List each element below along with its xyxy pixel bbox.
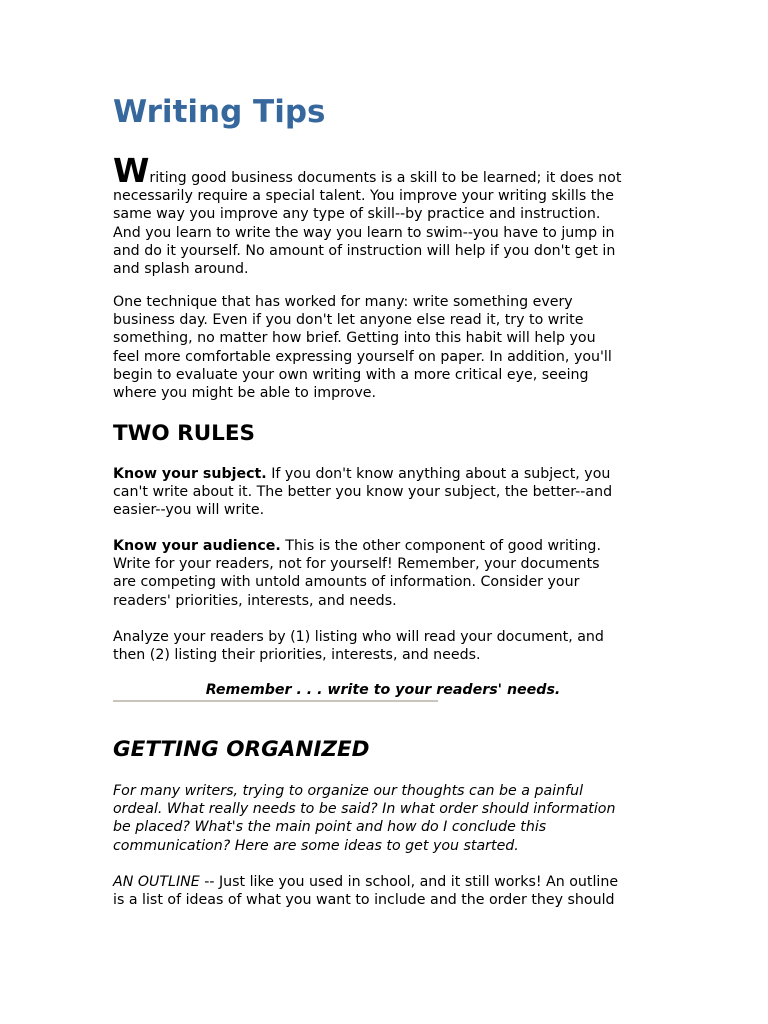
audience-line: are competing with untold amounts of information. Consider your [113, 574, 580, 591]
technique-line: business day. Even if you don't let anyone else read it, try to write [113, 312, 584, 329]
organized-intro-line: ordeal. What really needs to be said? In what order should information [113, 801, 616, 818]
subject-first-line-text: If you don't know anything about a subject, you [266, 466, 611, 482]
audience-line: Write for your readers, not for yourself! Remember, your documents [113, 556, 600, 573]
intro-line: same way you improve any type of skill--by practice and instruction. [113, 206, 601, 223]
subject-line: easier--you will write. [113, 502, 265, 519]
audience-line: readers' priorities, interests, and needs. [113, 592, 397, 609]
subject-lead: Know your subject. [113, 466, 267, 482]
organized-intro-line: For many writers, trying to organize our thoughts can be a painful [113, 783, 584, 799]
outline-lead: AN OUTLINE [113, 874, 200, 890]
technique-line: One technique that has worked for many: write something every [113, 294, 573, 310]
subject-line: can't write about it. The better you know your subject, the better--and [113, 484, 613, 501]
audience-first-line-text: This is the other component of good writing. [280, 538, 601, 554]
callout-text: Remember . . . write to your readers' needs. [205, 682, 561, 698]
intro-line: and splash around. [113, 261, 249, 278]
drop-cap: W [113, 151, 150, 190]
divider-rule [113, 700, 438, 702]
two-rules-heading: TWO RULES [113, 421, 256, 446]
intro-line: and do it yourself. No amount of instruction will help if you don't get in [113, 242, 616, 259]
analyze-line: then (2) listing their priorities, interests, and needs. [113, 647, 481, 664]
technique-line: where you might be able to improve. [113, 385, 376, 402]
analyze-line: Analyze your readers by (1) listing who will read your document, and [113, 629, 604, 645]
organized-intro-paragraph [113, 782, 653, 855]
technique-line: feel more comfortable expressing yourself on paper. In addition, you'll [113, 348, 612, 365]
intro-first-line-text: riting good business documents is a skill to be learned; it does not [149, 170, 622, 186]
document-title: Writing Tips [113, 94, 326, 130]
outline-first-line-text: -- Just like you used in school, and it still works! An outline [199, 874, 619, 890]
audience-first-line [113, 537, 653, 555]
subject-first-line [113, 465, 653, 483]
intro-line: necessarily require a special talent. You improve your writing skills the [113, 188, 615, 205]
organized-intro-line: be placed? What's the main point and how do I conclude this [113, 819, 547, 836]
intro-paragraph [113, 151, 653, 278]
outline-paragraph [113, 873, 653, 909]
getting-organized-heading: GETTING ORGANIZED [113, 737, 370, 762]
intro-first-line [113, 151, 653, 190]
audience-lead: Know your audience. [113, 538, 281, 554]
intro-line: And you learn to write the way you learn to swim--you have to jump in [113, 224, 615, 241]
technique-line: something, no matter how brief. Getting into this habit will help you [113, 330, 596, 347]
audience-paragraph [113, 537, 653, 610]
technique-paragraph [113, 293, 653, 402]
subject-paragraph [113, 465, 653, 520]
organized-intro-line: communication? Here are some ideas to get you started. [113, 837, 519, 854]
outline-line: is a list of ideas of what you want to include and the order they should [113, 892, 615, 909]
outline-first-line [113, 873, 653, 891]
technique-line: begin to evaluate your own writing with a more critical eye, seeing [113, 366, 589, 383]
analyze-paragraph [113, 628, 653, 664]
